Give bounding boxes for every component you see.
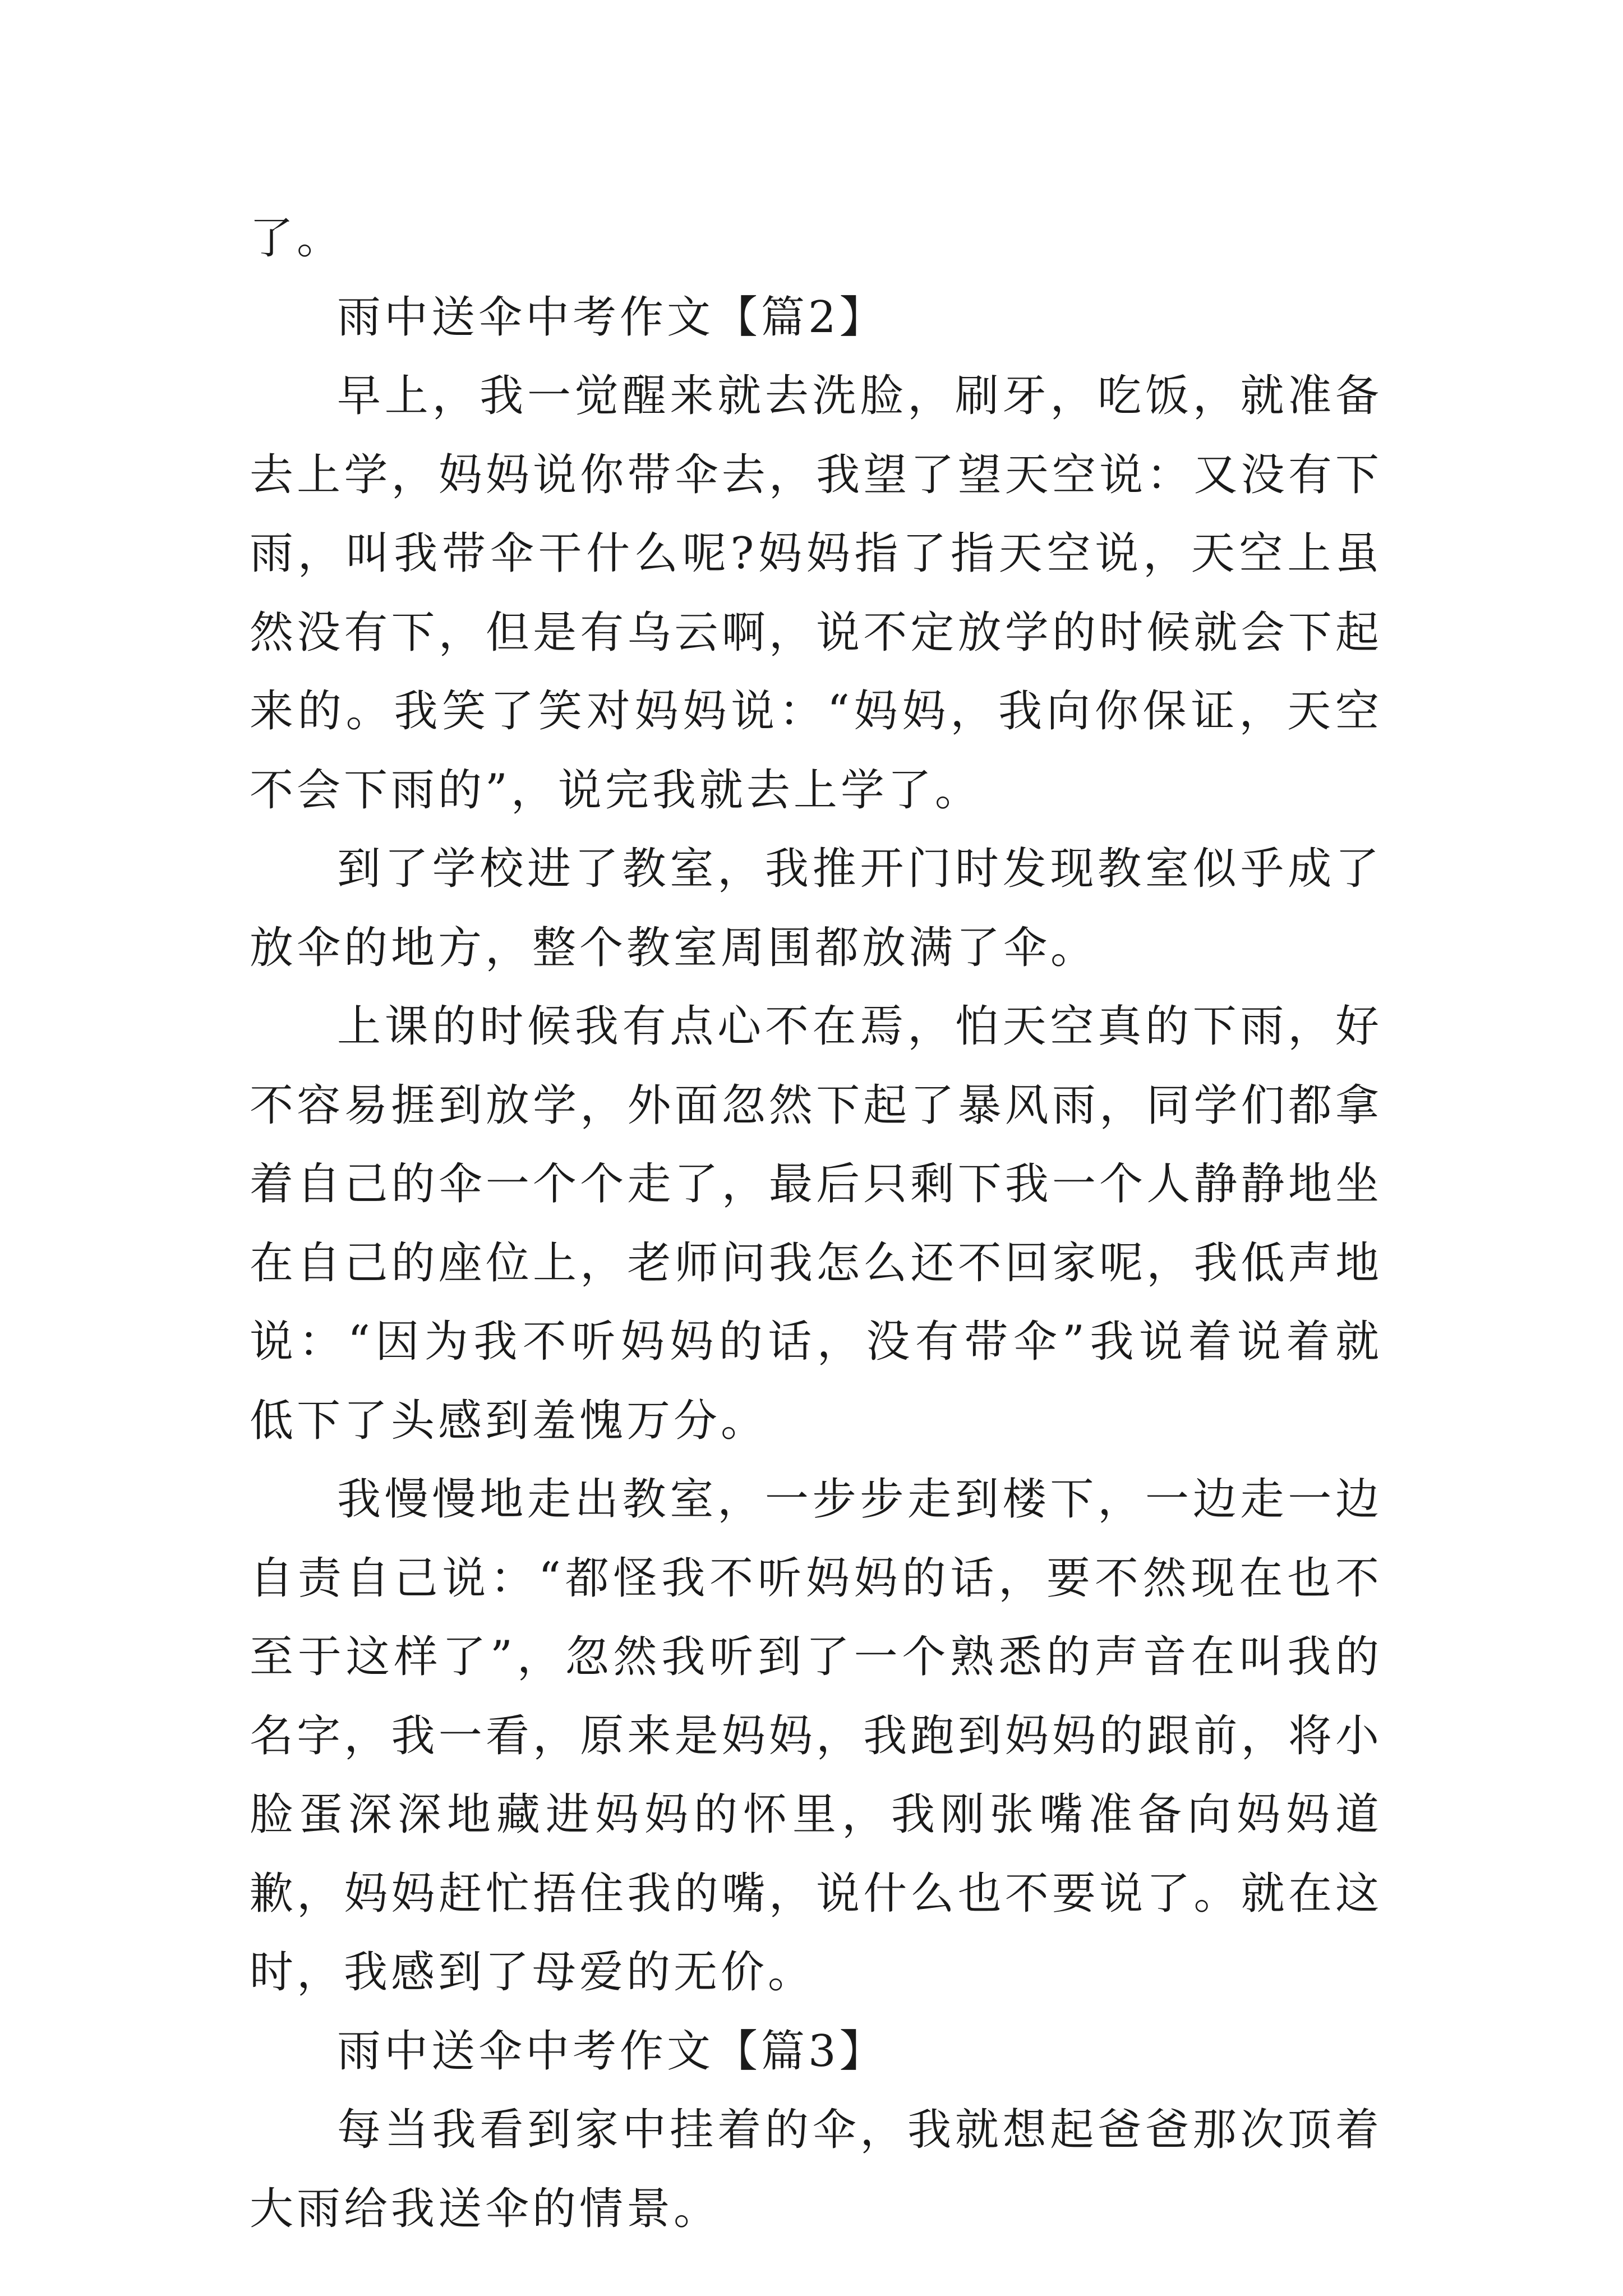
paragraph: 我慢慢地走出教室，一步步走到楼下，一边走一边自责自己说：“都怪我不听妈妈的话，要不然现在也不至于这样了”，忽然我听到了一个熟悉的声音在叫我的名字，我一看，原来是妈妈，我跑到妈妈的跟前，将小脸蛋深深地藏进妈妈的怀里，我刚张嘴准备向妈妈道歉，妈妈赶忙捂住我的嘴，说什么也不要说了。就在这时，我感到了母爱的无价。 — [250, 1474, 1382, 1998]
paragraph: 每当我看到家中挂着的伞，我就想起爸爸那次顶着大雨给我送伞的情景。 — [250, 2105, 1382, 2234]
document-body — [250, 199, 1382, 2248]
section-heading-2: 雨中送伞中考作文【篇2】 — [337, 292, 887, 343]
paragraph: 到了学校进了教室，我推开门时发现教室似乎成了放伞的地方，整个教室周围都放满了伞。 — [250, 844, 1382, 973]
paragraph: 上课的时候我有点心不在焉，怕天空真的下雨，好不容易捱到放学，外面忽然下起了暴风雨，同学们都拿着自己的伞一个个走了，最后只剩下我一个人静静地坐在自己的座位上，老师问我怎么还不回家呢，我低声地说：“因为我不听妈妈的话，没有带伞”我说着说着就低下了头感到羞愧万分。 — [250, 1001, 1382, 1446]
paragraph: 早上，我一觉醒来就去洗脸，刷牙，吃饭，就准备去上学，妈妈说你带伞去，我望了望天空说：又没有下雨，叫我带伞干什么呢?妈妈指了指天空说，天空上虽然没有下，但是有乌云啊，说不定放学的时候就会下起来的。我笑了笑对妈妈说：“妈妈，我向你保证，天空不会下雨的”，说完我就去上学了。 — [250, 371, 1382, 816]
section-heading-3: 雨中送伞中考作文【篇3】 — [337, 2026, 887, 2077]
paragraph-continuation: 了。 — [250, 213, 344, 264]
